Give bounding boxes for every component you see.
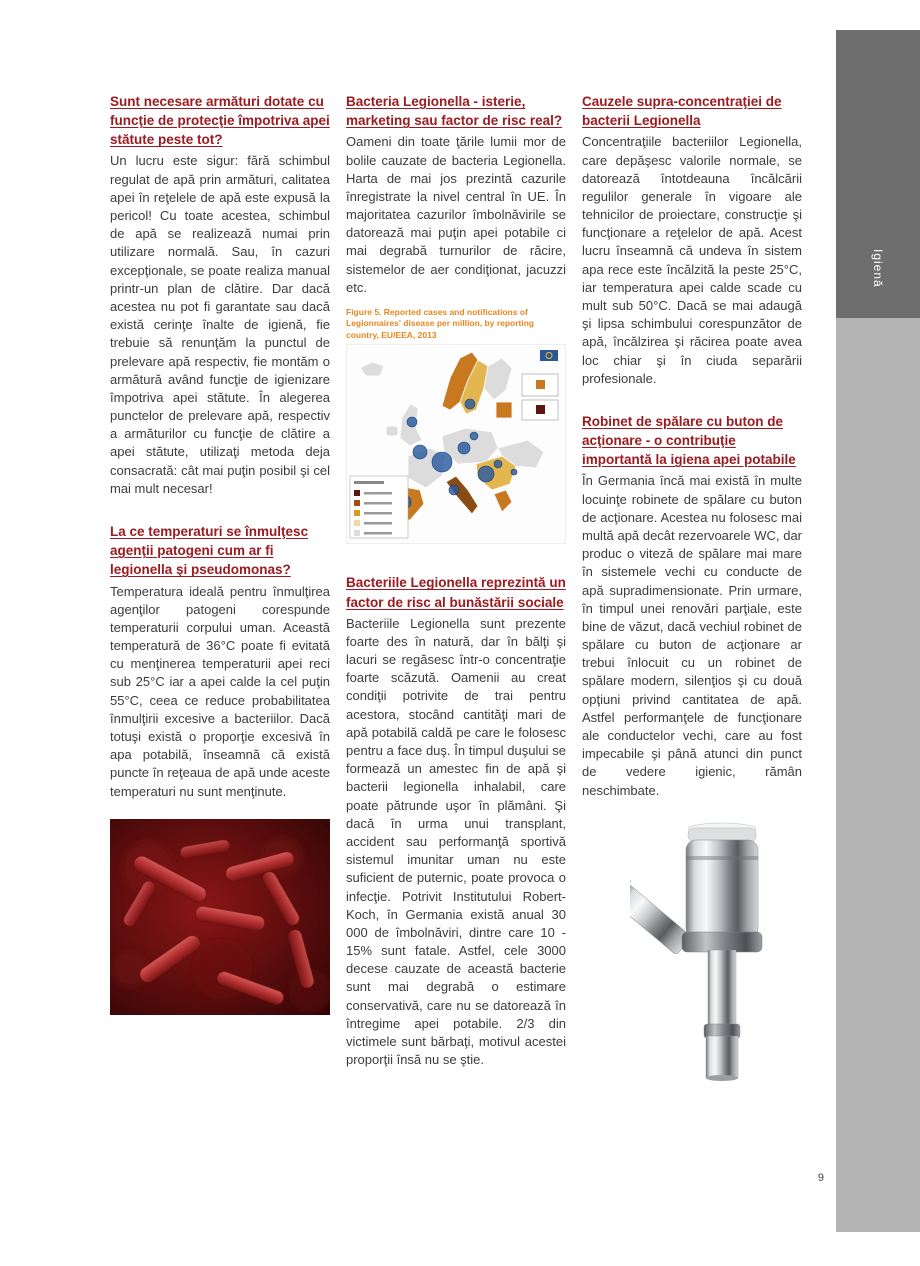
- column-3: [582, 92, 802, 1085]
- three-column-layout: [110, 92, 802, 1085]
- page-number: 9: [817, 1172, 824, 1184]
- heading-stagnant-water-fittings: Sunt necesare armături dotate cu funcţie de protecţie împotriva apei stătute peste tot?: [110, 94, 330, 148]
- heading-legionella-social-risk: Bacteriile Legionella reprezintă un factor de risc al bunăstării sociale: [346, 575, 566, 610]
- heading-overconcentration-causes: Cauzele supra-concentraţiei de bacterii Legionella: [582, 94, 782, 129]
- column-1: [110, 92, 330, 1085]
- figure-europe-map: [346, 307, 566, 549]
- body-stagnant-water-fittings: Un lucru este sigur: fără schimbul regulat de apă prin armături, calitatea apei în reţelele de apă este expusă la pericol! Cu toate acestea, schimbul de apă se realizează numai prin utilizare normală. Sau, în cazuri excepţionale, se poate realiza manual printr-un plan de clătire. Dar dacă acestea nu pot fi garantate sau dacă există cerinţe înalte de igienă, fie trebuie să renunţăm la punctul de prelevare apă respectiv, fie montăm o armătură având funcţie de igienizare împotriva apei stătute. În alegerea punctelor de prelevare apă, respectiv a armăturilor cu funcţie de clătire a apei stătute, utilizaţi metoda deja consacrată: cât mai puţin posibil şi cel mai mult necesar!: [110, 153, 330, 496]
- section-tab: [836, 30, 920, 318]
- ecdc-logo-icon: [540, 350, 558, 361]
- heading-legionella-hysteria: Bacteria Legionella - isterie, marketing sau factor de risc real?: [346, 94, 563, 129]
- europe-map-graphic: [346, 344, 566, 544]
- flush-valve-image: [630, 820, 802, 1085]
- body-overconcentration-causes: Concentraţiile bacteriilor Legionella, care depăşesc valorile normale, se datorează întotdeauna încălcării regulilor generale în vigoare ale tehnicilor de proiectare, construcţie şi funcţionare a reţelelor de apă. Acest lucru înseamnă că undeva în sistem apa rece este încălzită la peste 25°C, iar temperatura apei calde scade cu mult sub 50°C. Dacă se mai adaugă şi lipsa schimbului corespunzător de apă, încălzirea şi răcirea poate avea loc chiar şi în ciuda separării profesionale.: [582, 134, 802, 386]
- column-2: [346, 92, 566, 1085]
- body-legionella-hysteria: Oameni din toate ţările lumii mor de bolile cauzate de bacteria Legionella. Harta de mai jos prezintă cazurile înregistrate la nivel central în UE. În majoritatea cazurilor îmbolnăvirile se datorează mai puţin apei potabile ci mai degrabă turnurilor de răcire, sistemelor de aer condiţionat, jacuzzi etc.: [346, 134, 566, 295]
- map-legend: [350, 476, 408, 538]
- body-flush-valve: În Germania încă mai există în multe locuinţe robinete de spălare cu buton de acţionare. Acestea nu folosesc mai multă apă decât rezervoarele WC, dar produc o viteză de spălare mai mare în sistemele vechi cu conducte de apă supradimensionate. Prin urmare, în timpul unei renovări parţiale, este bine de văzut, dacă vechiul robinet de spălare cu buton de acţionare ar trebui înlocuit cu un robinet de spălare modern, silenţios şi cu două opţiuni privind cantitatea de apă. Astfel performanţele de funcţionare ale conductelor vechi, care au fost impecabile şi până atunci din punct de vedere igienic, rămân neschimbate.: [582, 473, 802, 798]
- body-pathogen-temperatures: Temperatura ideală pentru înmulţirea agenţilor patogeni corespunde temperaturii corpului uman. Această temperatură de 36°C poate fi evitată cu menţinerea temperaturii apei reci sub 25°C iar a apei calde la cel puţin 55°C, ceea ce reduce probabilitatea înmulţirii excesive a bacteriilor. Dacă totuşi există o proporţie excesivă în apa potabilă, înseamnă că există puncte în reţeaua de apă unde aceste temperaturi nu sunt menţinute.: [110, 583, 330, 799]
- section-tab-label: Igienă: [871, 249, 885, 288]
- bacteria-micrograph-image: [110, 819, 330, 1015]
- figure-caption: Figure 5. Reported cases and notifications of Legionnaires' disease per million, by reporting country, EU/EEA, 2013: [346, 307, 535, 340]
- body-legionella-social-risk: Bacteriile Legionella sunt prezente foarte des în natură, dar în bălţi şi lacuri se regăsesc într-o concentraţie foarte scăzută. Oamenii au creat condiţii potrivite de trai pentru acestora, stocând cantităţi mari de apă potabilă caldă pe care le folosesc pentru a face duş. În timpul duşului se formează un amestec fin de apă şi bacterii legionella inhalabil, care poate pătrunde uşor în plămâni. Şi dacă în urma unui transplant, accident sau performanţă sportivă sistemul imunitar uman nu este suficient de puternic, poate provoca o infecţie. Potrivit Institutului Robert-Koch, în Germania există anual 30 000 de îmbolnăviri, dintre care 10 - 15% sunt fatale. Astfel, cele 3000 decese cauzate de această bacterie sunt mai degrabă o estimare conservativă, care nu se datorează în întregime apei potabile. 2/3 din victimele sunt bărbaţi, motivul acestei proporţii însă nu se ştie.: [346, 615, 566, 1068]
- heading-pathogen-temperatures: La ce temperaturi se înmulţesc agenţii patogeni cum ar fi legionella şi pseudomonas?: [110, 524, 309, 578]
- bacteria-micrograph-graphic: [110, 819, 330, 1015]
- flush-valve-graphic: [630, 820, 802, 1085]
- heading-flush-valve: Robinet de spălare cu buton de acţionare - o contribuţie importantă la igiena apei potabile: [582, 413, 796, 468]
- margin-strip: [836, 318, 920, 1232]
